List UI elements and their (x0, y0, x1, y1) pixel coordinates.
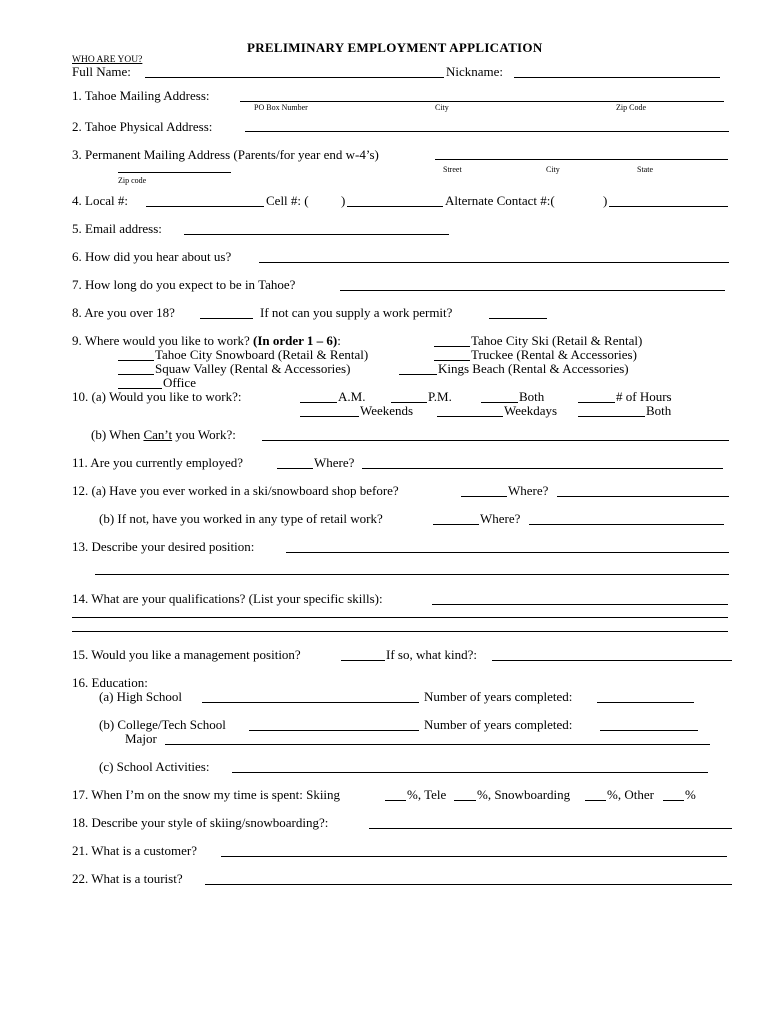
email-field[interactable] (184, 234, 449, 235)
q11-field[interactable] (277, 468, 313, 469)
q11-where-field[interactable] (362, 468, 723, 469)
q1-label: 1. Tahoe Mailing Address: (72, 88, 210, 103)
q14-field-line2[interactable] (72, 617, 728, 618)
q9-opt-truckee: Truckee (Rental & Accessories) (471, 347, 637, 362)
q5-label: 5. Email address: (72, 221, 162, 236)
q12b-where-label: Where? (480, 511, 521, 526)
q9-opt-kings-beach: Kings Beach (Rental & Accessories) (438, 361, 629, 376)
tele-pct-field[interactable] (454, 800, 476, 801)
q4-cell-paren: ) (341, 193, 346, 208)
other-pct-field[interactable] (663, 800, 684, 801)
local-phone-field[interactable] (146, 206, 264, 207)
major-field[interactable] (165, 744, 710, 745)
q9-opt4-field[interactable] (118, 374, 154, 375)
q15b-label: If so, what kind?: (386, 647, 477, 662)
q6-label: 6. How did you hear about us? (72, 249, 232, 264)
q13-label: 13. Describe your desired position: (72, 539, 255, 554)
q8b-field[interactable] (489, 318, 547, 319)
q14-field[interactable] (432, 604, 728, 605)
q4-local-label: 4. Local #: (72, 193, 128, 208)
q1-field[interactable] (240, 101, 724, 102)
q16a-label: (a) High School (99, 689, 183, 704)
snowboarding-pct-field[interactable] (585, 800, 606, 801)
q17-label: 17. When I’m on the snow my time is spent: Skiing (72, 787, 341, 802)
q3-zip-field[interactable] (118, 172, 231, 173)
q3-sub-state: State (637, 165, 653, 174)
q3-sub-city: City (546, 165, 560, 174)
q9-opt-tahoe-ski: Tahoe City Ski (Retail & Rental) (471, 333, 643, 348)
q16b-label: (b) College/Tech School (99, 717, 226, 732)
college-years-field[interactable] (600, 730, 698, 731)
q16-label: 16. Education: (72, 675, 148, 690)
q8-label: 8. Are you over 18? (72, 305, 175, 320)
skiing-pct-field[interactable] (385, 800, 406, 801)
q22-field[interactable] (205, 884, 732, 885)
q10-label: 10. (a) Would you like to work?: (72, 389, 242, 404)
q10b-field[interactable] (262, 440, 729, 441)
q8b-label: If not can you supply a work permit? (260, 305, 453, 320)
q10-weekdays: Weekdays (504, 403, 558, 418)
q10-am: A.M. (338, 389, 366, 404)
high-school-years-field[interactable] (597, 702, 694, 703)
q13-field[interactable] (286, 552, 729, 553)
q14-field-line3[interactable] (72, 631, 728, 632)
section-heading: WHO ARE YOU? (72, 55, 143, 65)
q7-label: 7. How long do you expect to be in Tahoe? (72, 277, 296, 292)
hours-field[interactable] (578, 402, 615, 403)
q21-field[interactable] (221, 856, 727, 857)
q3-field[interactable] (435, 159, 728, 160)
q3-sub-street: Street (443, 165, 462, 174)
q10-pm: P.M. (428, 389, 452, 404)
am-field[interactable] (300, 402, 337, 403)
q10-hours: # of Hours (616, 389, 672, 404)
q15b-field[interactable] (492, 660, 732, 661)
q9-opt-office: Office (163, 375, 196, 390)
q9-opt-squaw: Squaw Valley (Rental & Accessories) (155, 361, 351, 376)
q9-opt5-field[interactable] (399, 374, 437, 375)
q7-field[interactable] (340, 290, 725, 291)
q17-end: % (685, 787, 696, 802)
college-field[interactable] (249, 730, 419, 731)
q16b-years-label: Number of years completed: (424, 717, 573, 732)
q22-label: 22. What is a tourist? (72, 871, 183, 886)
q3-label: 3. Permanent Mailing Address (Parents/for year end w-4’s) (72, 147, 379, 162)
q9-opt2-field[interactable] (118, 360, 154, 361)
high-school-field[interactable] (202, 702, 419, 703)
q10-weekends: Weekends (360, 403, 414, 418)
q17-tele-label: %, Tele (407, 787, 447, 802)
q1-sub-zip: Zip Code (616, 103, 646, 112)
q10-both: Both (519, 389, 545, 404)
q12a-field[interactable] (461, 496, 507, 497)
q17-snow-label: %, Snowboarding (477, 787, 571, 802)
q12a-label: 12. (a) Have you ever worked in a ski/snowboard shop before? (72, 483, 399, 498)
q2-field[interactable] (245, 131, 729, 132)
q12a-where-label: Where? (508, 483, 549, 498)
full-name-field[interactable] (145, 77, 444, 78)
q16c-label: (c) School Activities: (99, 759, 210, 774)
page-title: PRELIMINARY EMPLOYMENT APPLICATION (247, 40, 543, 55)
q16a-years-label: Number of years completed: (424, 689, 573, 704)
q18-label: 18. Describe your style of skiing/snowboarding?: (72, 815, 329, 830)
q12b-label: (b) If not, have you worked in any type of retail work? (99, 511, 383, 526)
q9-opt1-field[interactable] (434, 346, 470, 347)
q4-alt-paren: ) (603, 193, 608, 208)
nickname-label: Nickname: (446, 64, 504, 79)
q9-opt-tahoe-snowboard: Tahoe City Snowboard (Retail & Rental) (155, 347, 369, 362)
q12a-where-field[interactable] (557, 496, 729, 497)
q12b-field[interactable] (433, 524, 479, 525)
q12b-where-field[interactable] (529, 524, 724, 525)
q9-label: 9. Where would you like to work? (In order 1 – 6): (72, 333, 341, 348)
nickname-field[interactable] (514, 77, 720, 78)
q11-label: 11. Are you currently employed? (72, 455, 243, 470)
q4-cell-label: Cell #: ( (266, 193, 309, 208)
q2-label: 2. Tahoe Physical Address: (72, 119, 213, 134)
q3-sub-zip: Zip code (118, 176, 147, 185)
q1-sub-pobox: PO Box Number (254, 103, 308, 112)
q1-sub-city: City (435, 103, 449, 112)
school-activities-field[interactable] (232, 772, 708, 773)
alt-phone-field[interactable] (609, 206, 728, 207)
both-days-field[interactable] (578, 416, 645, 417)
q10-both-days: Both (646, 403, 672, 418)
q14-label: 14. What are your qualifications? (List your specific skills): (72, 591, 383, 606)
q15-field[interactable] (341, 660, 385, 661)
full-name-label: Full Name: (72, 64, 131, 79)
q10b-label: (b) When Can’t you Work?: (91, 427, 236, 442)
q15-label: 15. Would you like a management position? (72, 647, 301, 662)
q4-alt-label: Alternate Contact #:( (445, 193, 555, 208)
q11-where-label: Where? (314, 455, 355, 470)
q18-field[interactable] (369, 828, 732, 829)
weekdays-field[interactable] (437, 416, 503, 417)
q6-field[interactable] (259, 262, 729, 263)
q16b-major-label: Major (125, 731, 157, 746)
q21-label: 21. What is a customer? (72, 843, 198, 858)
q13-field-line2[interactable] (95, 574, 729, 575)
q8-field[interactable] (200, 318, 253, 319)
q17-other-label: %, Other (607, 787, 654, 802)
weekends-field[interactable] (300, 416, 359, 417)
cell-phone-field[interactable] (347, 206, 443, 207)
